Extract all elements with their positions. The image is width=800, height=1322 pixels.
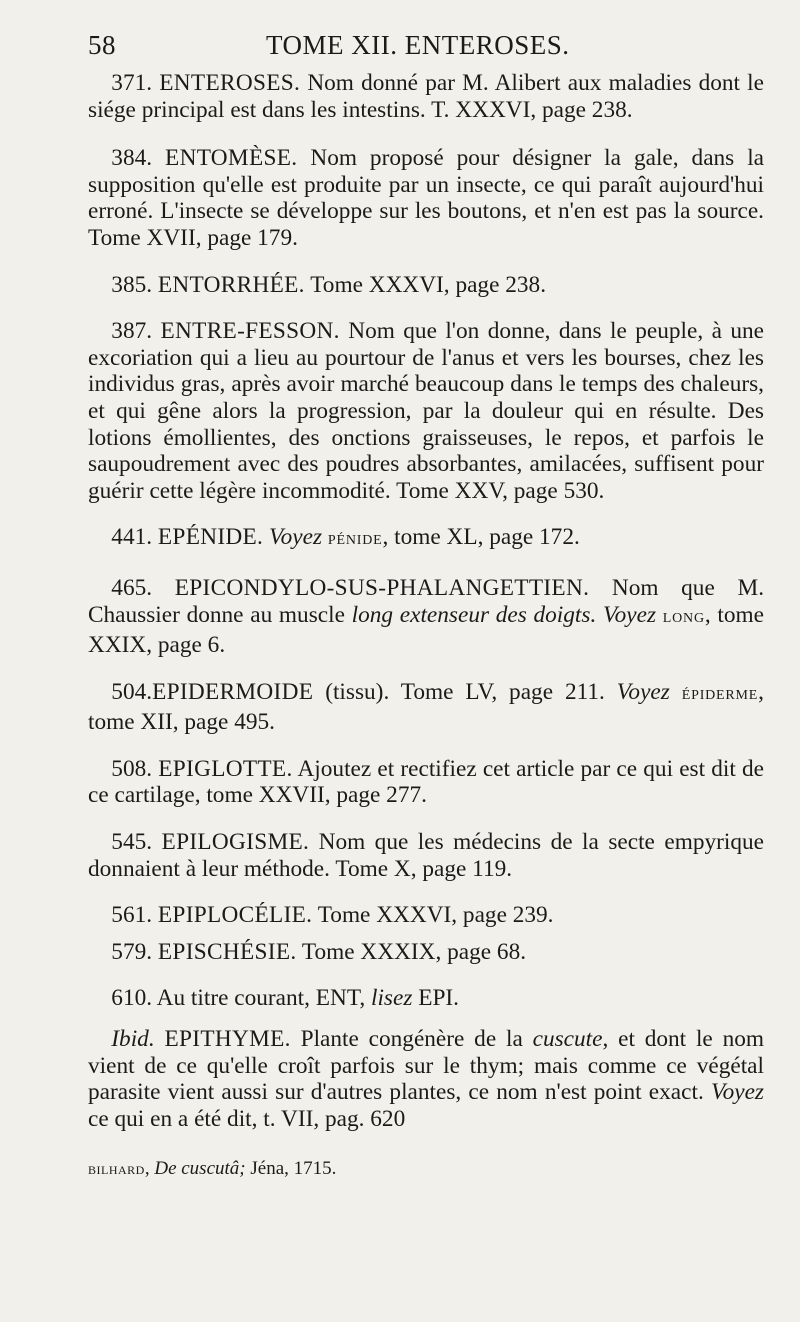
footnote: BILHARD, De cuscutâ; Jéna, 1715. bbox=[88, 1158, 337, 1180]
entry-number: 561. bbox=[111, 902, 153, 929]
entry-text: Nom que les médecins de la secte empyrique donnaient à leur méthode. Tome X, page 119. bbox=[88, 829, 764, 882]
entry-text-mid: , et dont le nom vient de ce qu'elle croît parfois sur le thym; mais comme ce végétal parasite vient aussi sur d'autres plantes, ce nom n'est point exact. bbox=[88, 1026, 765, 1106]
voyez-reference: Voyez bbox=[269, 524, 323, 551]
entry-number: 465. bbox=[111, 574, 153, 601]
entry-text: Au titre courant, ENT, bbox=[156, 985, 371, 1012]
entry-number: 371. bbox=[111, 70, 153, 96]
entry-561 bbox=[88, 902, 764, 929]
entry-384 bbox=[88, 145, 764, 251]
entry-headword: EPISCHÉSIE. bbox=[157, 938, 297, 965]
entry-number: 441. bbox=[111, 524, 153, 551]
entry-text: (tissu). Tome LV, page 211. bbox=[313, 678, 617, 705]
entry-text: Tome XXXIX, page 68. bbox=[301, 938, 527, 965]
entry-text-end: ce qui en a été dit, t. VII, pag. 620 bbox=[88, 1105, 406, 1132]
entry-italic: lisez bbox=[370, 985, 413, 1012]
page-number: 58 bbox=[88, 30, 116, 60]
entry-545 bbox=[88, 829, 764, 882]
entry-504 bbox=[88, 679, 764, 736]
cross-reference: PÉNIDE bbox=[327, 533, 383, 549]
entry-number: 545. bbox=[111, 829, 153, 856]
footnote-title: De cuscutâ; bbox=[154, 1158, 246, 1180]
cross-reference: ÉPIDERME bbox=[681, 687, 759, 703]
entry-headword: EPICONDYLO-SUS-PHALANGETTIEN. bbox=[174, 574, 590, 601]
entry-text: , tome XL, page 172. bbox=[382, 524, 580, 551]
entry-italic: long extenseur des doigts. bbox=[351, 601, 597, 628]
entry-number: 384. bbox=[111, 145, 153, 172]
entry-headword: EPIGLOTTE. bbox=[158, 755, 293, 782]
entry-italic: cuscute bbox=[532, 1026, 603, 1053]
entry-387 bbox=[88, 318, 764, 504]
entry-ibid bbox=[88, 1026, 764, 1132]
footnote-place: Jéna, 1715. bbox=[245, 1158, 337, 1180]
running-header bbox=[88, 30, 764, 70]
entry-headword: EPILOGISME. bbox=[161, 829, 310, 856]
entry-text: Nom donné par M. Alibert aux maladies dont le siége principal est dans les intestins. T. XXXVI, page 238. bbox=[88, 70, 764, 123]
voyez-reference: Voyez bbox=[603, 601, 657, 628]
entry-number: 387. bbox=[111, 318, 153, 345]
entry-headword: EPIDERMOIDE bbox=[152, 678, 314, 705]
entry-headword: ENTRE-FESSON. bbox=[160, 318, 340, 345]
entry-465 bbox=[88, 575, 764, 659]
entry-headword: ENTORRHÉE. bbox=[157, 271, 305, 298]
entry-441 bbox=[88, 524, 764, 555]
voyez-reference: Voyez bbox=[616, 678, 670, 705]
entry-text-end: EPI. bbox=[412, 985, 460, 1012]
entry-number: 504. bbox=[111, 678, 153, 705]
entry-text-end: , tome XXIX, page 6. bbox=[88, 601, 764, 659]
entry-text: Nom proposé pour désigner la gale, dans la supposition qu'elle est produite par un insecte, ce qui paraît aujourd'hui erroné. L'insecte se développe sur les boutons, et n'en est pas la source. Tome XVII, page 179. bbox=[88, 145, 765, 251]
cross-reference: LONG bbox=[662, 610, 705, 626]
entry-610 bbox=[88, 985, 764, 1012]
entry-headword: EPIPLOCÉLIE. bbox=[157, 902, 313, 929]
running-title: TOME XII. ENTEROSES. bbox=[266, 30, 570, 60]
entry-371 bbox=[88, 70, 764, 123]
entry-number: 579. bbox=[111, 938, 153, 965]
voyez-reference: Voyez bbox=[710, 1079, 764, 1106]
entry-508 bbox=[88, 756, 764, 809]
footnote-author: BILHARD bbox=[88, 1163, 145, 1178]
entry-number: 610. bbox=[111, 985, 153, 1012]
entry-text: Tome XXXVI, page 238. bbox=[310, 271, 547, 298]
entry-headword: ENTOMÈSE. bbox=[165, 145, 298, 172]
entry-text: Nom que M. Chaussier donne au muscle bbox=[88, 574, 765, 628]
entry-number: Ibid. bbox=[111, 1026, 155, 1053]
entry-text: Plante congénère de la bbox=[300, 1026, 533, 1053]
entry-number: 385. bbox=[111, 271, 153, 298]
entry-text: Tome XXXVI, page 239. bbox=[317, 902, 554, 929]
entry-text: Ajoutez et rectifiez cet article par ce qui est dit de ce cartilage, tome XXVII, page 277. bbox=[88, 755, 765, 809]
entry-text-end: , tome XII, page 495. bbox=[88, 678, 764, 736]
entry-number: 508. bbox=[111, 755, 153, 782]
entry-headword: ENTEROSES. bbox=[159, 70, 301, 96]
entry-579 bbox=[88, 939, 764, 966]
entry-headword: EPITHYME. bbox=[164, 1026, 291, 1053]
entry-385 bbox=[88, 272, 764, 299]
entry-text: Nom que l'on donne, dans le peuple, à une excoriation qui a lieu au pourtour de l'anus et vers les bourses, chez les individus gras, après avoir marché beaucoup dans le temps des chaleurs, et qui gêne alors la progression, par la douleur qui en résulte. Des lotions émollientes, des onctions graisseuses, le repos, et parfois le saupoudrement avec des poudres absorbantes, amilacées, suffisent pour guérir cette légère incommodité. Tome XXV, page 530. bbox=[88, 318, 765, 504]
entry-headword: EPÉNIDE. bbox=[157, 524, 264, 551]
